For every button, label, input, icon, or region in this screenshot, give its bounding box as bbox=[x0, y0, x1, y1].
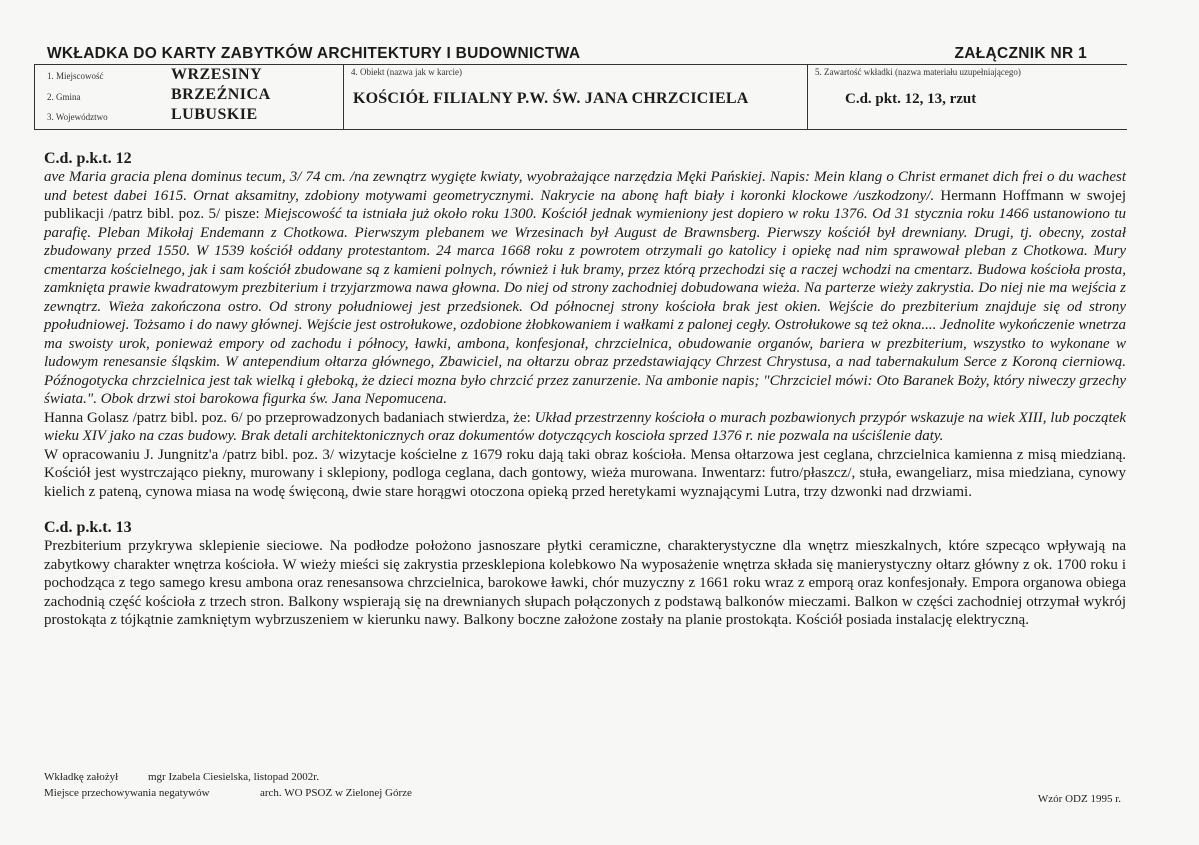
contents-cell bbox=[807, 65, 1127, 129]
contents-label: 5. Zawartość wkładki (nazwa materiału uzupełniającego) bbox=[815, 67, 1021, 77]
gmina-value: BRZEŹNICA bbox=[171, 86, 271, 103]
section-12-paragraph-2 bbox=[44, 409, 1126, 446]
miejscowosc-label: 1. Miejscowość bbox=[47, 71, 104, 81]
section-12-paragraph-1 bbox=[44, 168, 1126, 409]
location-cell bbox=[35, 65, 344, 129]
title-row bbox=[47, 45, 1097, 63]
wojewodztwo-label: 3. Województwo bbox=[47, 112, 108, 122]
template-version: Wzór ODZ 1995 r. bbox=[1037, 793, 1121, 805]
gmina-label: 2. Gmina bbox=[47, 92, 81, 102]
contents-value: C.d. pkt. 12, 13, rzut bbox=[845, 91, 977, 107]
prepared-by-value: mgr Izabela Ciesielska, listopad 2002r. bbox=[148, 771, 320, 783]
wojewodztwo-value: LUBUSKIE bbox=[171, 106, 258, 123]
object-cell bbox=[343, 65, 808, 129]
section-12-paragraph-3: W opracowaniu J. Jungnitz'a /patrz bibl. poz. 3/ wizytacje kościelne z 1679 roku dają taki obraz kościoła. Mensa ołtarzowa jest ceglana, chrzcielnica kamienna z misą miedzianą. Kościół jest wystrczająco piekny, murowany i sklepiony, podloga ceglana, dach gontowy, wieża murowana. Inwentarz: futro/płaszcz/, stuła, ewangeliarz, misa miedziana, cynowy kielich z pateną, cynowa miasa na wodę święconą, dwie stare horągwi otoczona opieką przed heretykami wyznającymi Lutra, trzy dzwonki nad drzwiami. bbox=[44, 446, 1126, 500]
negatives-storage-value: arch. WO PSOZ w Zielonej Górze bbox=[260, 787, 412, 799]
section-13-heading: C.d. p.k.t. 13 bbox=[44, 519, 132, 536]
document-body bbox=[44, 150, 1126, 630]
attachment-label: ZAŁĄCZNIK NR 1 bbox=[954, 45, 1087, 62]
miejscowosc-value: WRZESINY bbox=[171, 66, 263, 83]
hoffmann-intro: Hermann Hoffmann w swojej publikacji /patrz bibl. poz. 5/ pisze: bbox=[44, 187, 1126, 222]
negatives-storage-label: Miejsce przechowywania negatywów bbox=[44, 787, 210, 799]
hoffmann-quote: Miejscowość ta istniała już około roku 1300. Kościół jednak wymieniony jest dopiero w roku 1376. Od 31 stycznia roku 1466 ustanowiono tu parafię. Pleban Mikołaj Endemann z Chotkowa. Pierwszym plebanem we Wrzesinach był August de Brawnsberg. Pierwszy kościół był drewniany. Drugi, tj. obecny, został zbudowany przed 1550. W 1539 kościół oddany protestantom. 24 marca 1668 roku z powrotem otrzymali go katolicy i opiekę nad nim sprawował pleban z Chotkowa. Mury cmentarza kościelnego, jak i sam kościół zbudowane są z kamieni polnych, również i łuk bramy, przez którą przechodzi się a raczej wchodzi na cmentarz. Budowa kościoła prosta, zamknięta prawie kwadratowym prezbiterium i trzyjarzmowa nawa głowna. Do niej od strony zachodniej dobudowana wieża. Na parterze wieży zakrystia. Do niej nie ma wejścia z zewnątrz. Wieża zakończona ostro. Od strony południowej jest przedsionek. Od północnej strony kościoła brak jest okien. Wejście do prezbiterium znajduje się od strony ppołudniowej. Tożsamo i do nawy głównej. Wejście jest ostrołukowe, ozdobione żłobkowaniem i wałkami z palonej cegły. Ostrołukowe są też okna.... Jednolite wykończenie wnetrza ma swoisty urok, ponieważ empory od zachodu i północy, ławki, ambona, konfesjonał, chrzcielnica, obudowanie organów, bariera w prezbiterium, wszystko to wykonane w ludowym renesansie śląskim. W antependium ołtarza głównego, Zbawiciel, na ołtarzu obraz przedstawiający Chrzest Chrystusa, a nad tabernakulum Serce z Koroną cierniową. Późnogotycka chrzcielnica jest tak wielką i głeboką, że dzieci mozna było chrzcić przez zanurzenie. Na ambonie napis; "Chrzciciel mówi: Oto Baranek Boży, który niweczy grzechy świata.". Obok drzwi stoi barokowa figurka św. Jana Nepomucena. bbox=[44, 206, 1126, 407]
section-12-heading: C.d. p.k.t. 12 bbox=[44, 150, 132, 167]
bell-and-vestment-text: ave Maria gracia plena dominus tecum, 3/ 74 cm. /na zewnątrz wygięte kwiaty, wyobrażające narzędzia Męki Pańskiej. Napis: Mein klang o Christ ermanet dich frei o du wachest und betest dabei 1615. Ornat aksamitny, zdobiony motywami geometrycznymi. Nakrycie na abonę haft biały i koronki klockowe /uszkodzony/. bbox=[44, 169, 1126, 204]
golasz-quote: Układ przestrzenny kościoła o murach pozbawionych przypór wskazuje na wiek XIII, lub początek wieku XIV jako na czas budowy. Brak detali architektonicznych oraz dokumentów dotyczących koscioła sprzed 1376 r. nie pozwala na uściślenie daty. bbox=[44, 409, 1126, 444]
prepared-by-label: Wkładkę założył bbox=[44, 771, 119, 783]
header-table bbox=[34, 64, 1127, 130]
section-13-paragraph-1: Prezbiterium przykrywa sklepienie sieciowe. Na podłodze położono jasnoszare płytki ceramiczne, charakterystyczne dla wnętrz mieszkalnych, które szpecąco wpływają na zabytkowy charakter wnętrza kościoła. W wieży mieści się zakrystia przesklepiona kolebkowo Na wyposażenie wnętrza składa się manierystyczny ołtarz główny z ok. 1700 roku i pochodząca z tego samego kresu ambona oraz renesansowa chrzcielnica, barokowe ławki, chór muzyczny z 1661 roku wraz z emporą oraz konfesjonały. Empora organowa obiega zachodnią część kościoła z trzech stron. Balkony wspierają się na drewnianych słupach połączonych z podstawą balkonów mieczami. Balkon w części zachodniej otrzymał wykrój prostokąta z tójkątnie zamkniętym wybrzuszeniem w kierunku nawy. Balkony boczne założone zostały na planie prostokąta. Kościół posiada instalację elektryczną. bbox=[44, 538, 1126, 628]
object-label: 4. Obiekt (nazwa jak w karcie) bbox=[351, 67, 462, 77]
object-value: KOŚCIÓŁ FILIALNY P.W. ŚW. JANA CHRZCICIELA bbox=[353, 90, 749, 107]
document-title: WKŁADKA DO KARTY ZABYTKÓW ARCHITEKTURY I BUDOWNICTWA bbox=[47, 45, 581, 62]
golasz-intro: Hanna Golasz /patrz bibl. poz. 6/ po przeprowadzonych badaniach stwierdza, że: bbox=[44, 409, 535, 426]
